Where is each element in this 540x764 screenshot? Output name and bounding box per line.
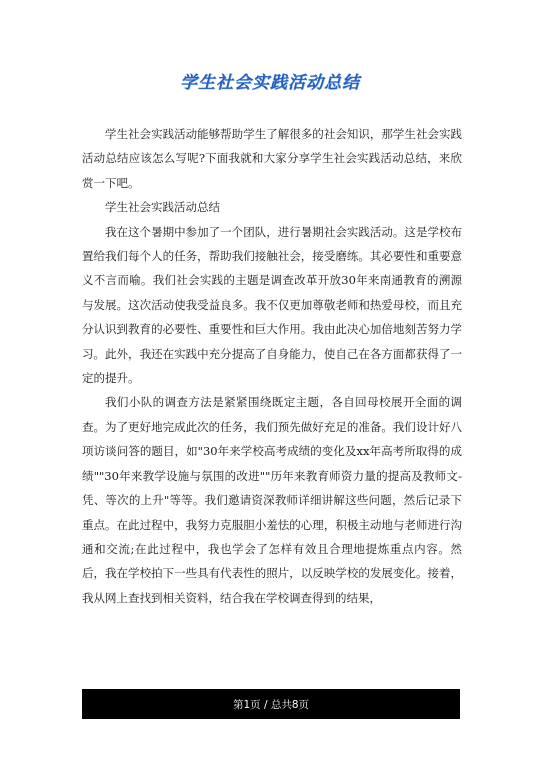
- document-title: 学生社会实践活动总结: [180, 73, 360, 93]
- section-subheading: 学生社会实践活动总结: [105, 200, 220, 215]
- body-paragraph: 我在这个暑期中参加了一个团队，进行暑期社会实践活动。这是学校布置给我们每个人的任务，帮助我们接触社会，接受磨练。其必要性和重要意义不言而喻。我们社会实践的主题是调查改革开放30年来南通教育的溯源与发展。这次活动使我受益良多。我不仅更加尊敬老师和热爱母校，而且充分认识到教育的必要性、重要性和巨大作用。我由此决心加倍地刻苦努力学习。此外，我还在实践中充分提高了自身能力，使自己在各方面都获得了一定的提升。: [82, 224, 462, 386]
- page-footer-bar: [82, 689, 460, 719]
- body-paragraph: 我们小队的调查方法是紧紧围绕既定主题，各自回母校展开全面的调查。为了更好地完成此次的任务，我们预先做好充足的准备。我们设计好八项访谈问答的题目，如"30年来学校高考成绩的变化及xx年高考所取得的成绩""30年来教学设施与氛围的改进""历年来教育师资力量的提高及教师文-凭、等次的上升"等等。我们邀请资深教师详细讲解这些问题，然后记录下重点。在此过程中，我努力克服胆小羞怯的心理，积极主动地与老师进行沟通和交流;在此过程中，我也学会了怎样有效且合理地提炼重点内容。然后，我在学校拍下一些具有代表性的照片，以反映学校的发展变化。接着，我从网上查找到相关资料，结合我在学校调查得到的结果，: [82, 395, 462, 605]
- page-number-label: 第1页 / 总共8页: [232, 698, 310, 711]
- intro-paragraph: 学生社会实践活动能够帮助学生了解很多的社会知识，那学生社会实践活动总结应该怎么写呢?下面我就和大家分享学生社会实践活动总结，来欣赏一下吧。: [82, 127, 462, 190]
- document-body: [82, 122, 462, 610]
